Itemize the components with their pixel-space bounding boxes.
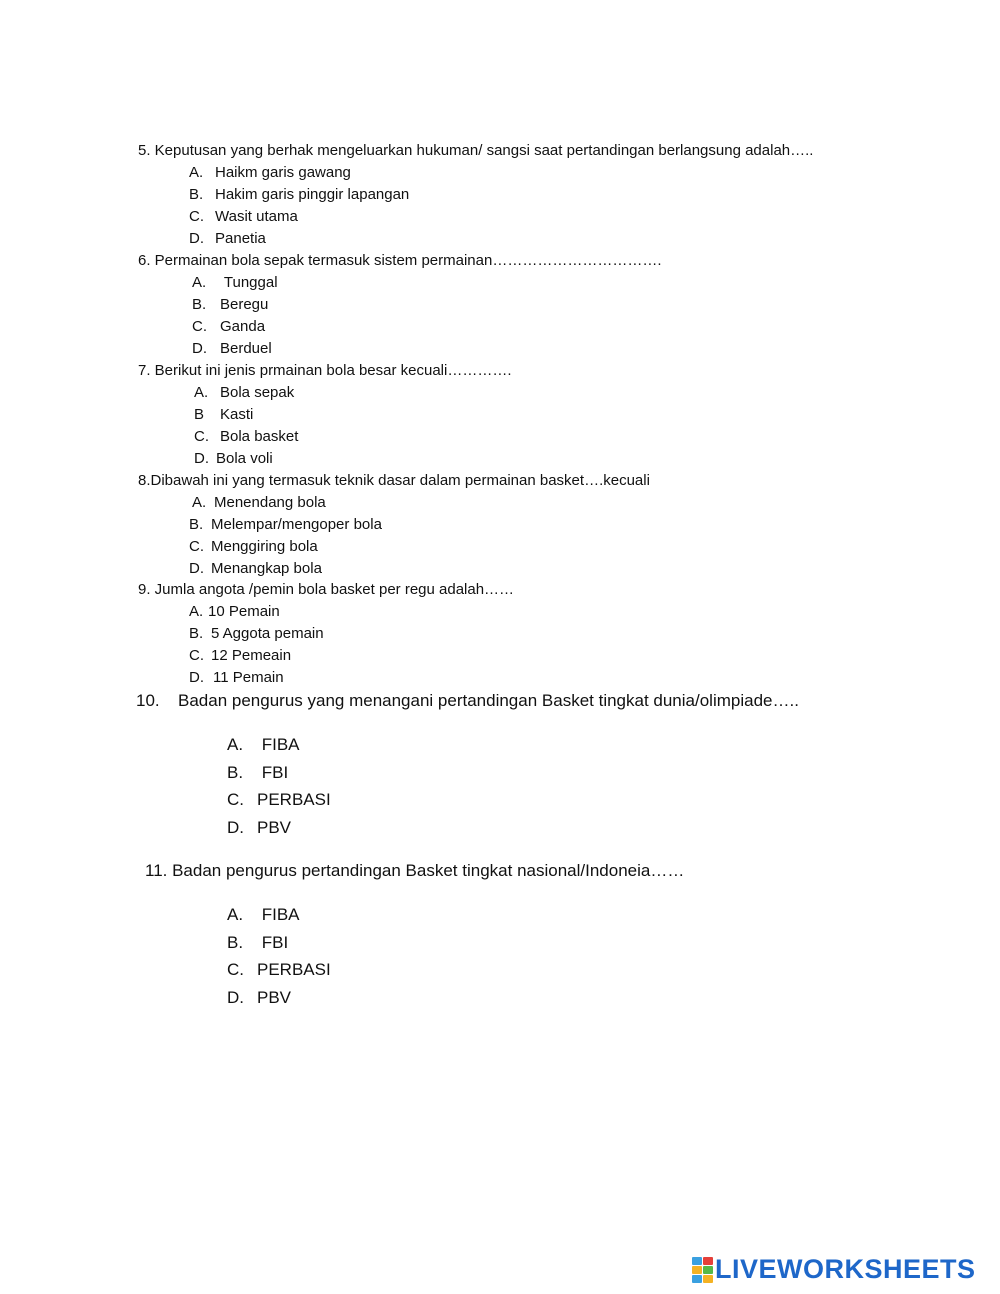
option-label: C. — [194, 428, 209, 445]
option-text: Kasti — [220, 406, 254, 423]
option-text: Panetia — [215, 230, 266, 247]
option-label: D. — [192, 340, 207, 357]
question-7-option-b[interactable] — [194, 406, 253, 423]
option-text: FBI — [257, 933, 289, 952]
option-text: Beregu — [220, 296, 269, 313]
option-label: D. — [194, 450, 209, 467]
question-7: 7. Berikut ini jenis prmainan bola besar kecuali…………. — [138, 362, 512, 379]
question-6-option-b[interactable] — [192, 296, 268, 313]
question-6-option-c[interactable] — [192, 318, 265, 335]
option-text: FBI — [257, 763, 289, 782]
option-text: Hakim garis pinggir lapangan — [215, 186, 410, 203]
question-5-option-a[interactable] — [189, 164, 351, 181]
question-6-option-a[interactable] — [192, 274, 278, 291]
question-10 — [136, 691, 799, 711]
logo-mark-tile — [692, 1257, 702, 1265]
question-10-option-d[interactable] — [227, 818, 291, 838]
option-label: B. — [227, 763, 244, 782]
question-5-option-b[interactable] — [189, 186, 409, 203]
question-9-option-c[interactable] — [189, 647, 291, 664]
option-text: Wasit utama — [215, 208, 298, 225]
logo-mark-tile — [692, 1275, 702, 1283]
option-label: B. — [189, 625, 204, 642]
question-8-option-a[interactable] — [192, 494, 326, 511]
question-number: 10. — [136, 691, 160, 710]
option-label: B. — [189, 516, 204, 533]
option-text: Menendang bola — [214, 494, 326, 511]
option-text: PERBASI — [257, 960, 331, 979]
option-text: Berduel — [220, 340, 272, 357]
question-10-option-c[interactable] — [227, 790, 331, 810]
option-text: Melempar/mengoper bola — [211, 516, 382, 533]
question-9-option-d[interactable] — [189, 669, 284, 686]
option-label: A. — [227, 735, 244, 754]
option-text: Tunggal — [220, 274, 278, 291]
option-text: FIBA — [257, 905, 300, 924]
question-11-option-d[interactable] — [227, 988, 291, 1008]
question-9-option-a[interactable] — [189, 603, 280, 620]
question-6-option-d[interactable] — [192, 340, 272, 357]
liveworksheets-logo-text: LIVEWORKSHEETS — [715, 1253, 976, 1284]
question-text: Badan pengurus yang menangani pertandingan Basket tingkat dunia/olimpiade….. — [178, 691, 799, 710]
logo-mark-tile — [703, 1275, 713, 1283]
option-label: A. — [189, 603, 204, 620]
question-5: 5. Keputusan yang berhak mengeluarkan hukuman/ sangsi saat pertandingan berlangsung adalah….. — [138, 142, 814, 159]
option-text: Haikm garis gawang — [215, 164, 351, 181]
option-label: A. — [192, 274, 207, 291]
question-7-option-d[interactable] — [194, 450, 273, 467]
option-text: Menangkap bola — [211, 560, 322, 577]
option-label: B — [194, 406, 205, 423]
option-text: Bola voli — [216, 450, 273, 467]
question-9-option-b[interactable] — [189, 625, 324, 642]
logo-mark-tile — [703, 1266, 713, 1274]
question-11-option-b[interactable] — [227, 933, 288, 953]
question-11-option-c[interactable] — [227, 960, 331, 980]
question-9: 9. Jumla angota /pemin bola basket per regu adalah…… — [138, 581, 515, 598]
question-8-option-d[interactable] — [189, 560, 322, 577]
option-text: Ganda — [220, 318, 266, 335]
option-label: D. — [227, 818, 244, 837]
option-text: Bola sepak — [220, 384, 295, 401]
option-text: Bola basket — [220, 428, 299, 445]
question-11: 11. Badan pengurus pertandingan Basket tingkat nasional/Indoneia…… — [145, 861, 685, 880]
question-5-option-c[interactable] — [189, 208, 298, 225]
option-label: C. — [227, 960, 244, 979]
option-label: A. — [227, 905, 244, 924]
option-label: D. — [227, 988, 244, 1007]
option-label: A. — [192, 494, 207, 511]
option-label: A. — [194, 384, 209, 401]
option-label: B. — [227, 933, 244, 952]
option-text: PBV — [257, 988, 292, 1007]
option-label: B. — [189, 186, 204, 203]
option-label: C. — [189, 647, 204, 664]
option-label: A. — [189, 164, 204, 181]
logo-mark-tile — [703, 1257, 713, 1265]
option-text: 11 Pemain — [213, 669, 284, 686]
option-text: PERBASI — [257, 790, 331, 809]
option-label: D. — [189, 230, 204, 247]
question-10-option-a[interactable] — [227, 735, 300, 755]
option-label: B. — [192, 296, 207, 313]
question-8-option-c[interactable] — [189, 538, 318, 555]
question-7-option-c[interactable] — [194, 428, 298, 445]
option-text: 10 Pemain — [208, 603, 280, 620]
option-label: C. — [189, 208, 204, 225]
option-text: 12 Pemeain — [211, 647, 292, 664]
question-5-option-d[interactable] — [189, 230, 266, 247]
option-label: C. — [227, 790, 244, 809]
liveworksheets-logo-icon — [692, 1257, 712, 1281]
question-7-option-a[interactable] — [194, 384, 294, 401]
option-text: 5 Aggota pemain — [211, 625, 324, 642]
option-label: D. — [189, 669, 204, 686]
option-label: D. — [189, 560, 204, 577]
option-label: C. — [189, 538, 204, 555]
question-10-option-b[interactable] — [227, 763, 288, 783]
option-text: PBV — [257, 818, 292, 837]
option-text: FIBA — [257, 735, 300, 754]
logo-mark-tile — [692, 1266, 702, 1274]
option-label: C. — [192, 318, 207, 335]
question-6: 6. Permainan bola sepak termasuk sistem permainan……………………………. — [138, 252, 662, 269]
question-8: 8.Dibawah ini yang termasuk teknik dasar dalam permainan basket….kecuali — [138, 472, 650, 489]
question-11-option-a[interactable] — [227, 905, 300, 925]
question-8-option-b[interactable] — [189, 516, 382, 533]
liveworksheets-logo — [692, 1255, 976, 1283]
option-text: Menggiring bola — [211, 538, 318, 555]
